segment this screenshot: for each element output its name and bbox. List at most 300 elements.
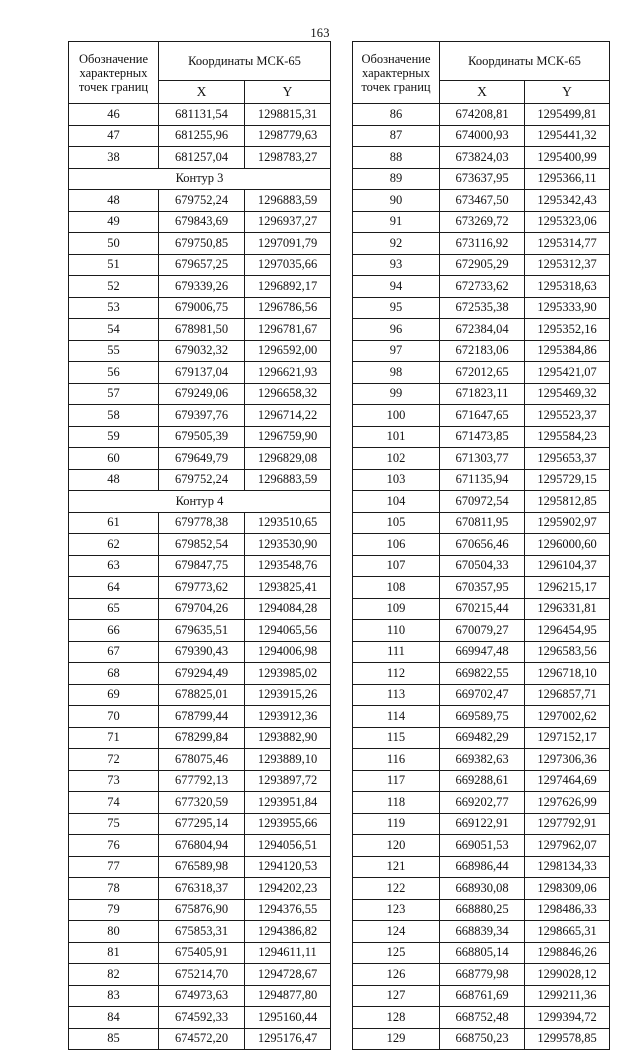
- table-row: [353, 620, 610, 642]
- y-coordinate-cell: 1294120,53: [245, 856, 331, 878]
- point-number-cell: 116: [353, 749, 440, 771]
- x-coordinate-cell: 675876,90: [159, 899, 245, 921]
- table-row: [69, 383, 331, 405]
- y-coordinate-cell: 1293510,65: [245, 512, 331, 534]
- x-coordinate-cell: 675405,91: [159, 942, 245, 964]
- x-coordinate-cell: 676318,37: [159, 878, 245, 900]
- y-coordinate-cell: 1295366,11: [525, 168, 610, 190]
- x-coordinate-cell: 670357,95: [440, 577, 525, 599]
- header-y: Y: [245, 81, 331, 104]
- x-coordinate-cell: 674000,93: [440, 125, 525, 147]
- header-x: X: [440, 81, 525, 104]
- y-coordinate-cell: 1295160,44: [245, 1007, 331, 1029]
- table-row: [69, 813, 331, 835]
- y-coordinate-cell: 1294056,51: [245, 835, 331, 857]
- x-coordinate-cell: 679750,85: [159, 233, 245, 255]
- point-number-cell: 71: [69, 727, 159, 749]
- point-number-cell: 109: [353, 598, 440, 620]
- y-coordinate-cell: 1293955,66: [245, 813, 331, 835]
- x-coordinate-cell: 670215,44: [440, 598, 525, 620]
- x-coordinate-cell: 679657,25: [159, 254, 245, 276]
- table-row: [353, 706, 610, 728]
- y-coordinate-cell: 1298779,63: [245, 125, 331, 147]
- table-row: [69, 426, 331, 448]
- x-coordinate-cell: 669122,91: [440, 813, 525, 835]
- table-row: [69, 770, 331, 792]
- x-coordinate-cell: 672384,04: [440, 319, 525, 341]
- table-row: [353, 792, 610, 814]
- x-coordinate-cell: 679852,54: [159, 534, 245, 556]
- x-coordinate-cell: 679397,76: [159, 405, 245, 427]
- point-number-cell: 104: [353, 491, 440, 513]
- table-row: [353, 835, 610, 857]
- point-number-cell: 49: [69, 211, 159, 233]
- table-row: [353, 663, 610, 685]
- y-coordinate-cell: 1295333,90: [525, 297, 610, 319]
- y-coordinate-cell: 1295469,32: [525, 383, 610, 405]
- header-designation: Обозначение характерных точек границ: [69, 42, 159, 104]
- y-coordinate-cell: 1298665,31: [525, 921, 610, 943]
- point-number-cell: 98: [353, 362, 440, 384]
- point-number-cell: 111: [353, 641, 440, 663]
- x-coordinate-cell: 679635,51: [159, 620, 245, 642]
- y-coordinate-cell: 1295653,37: [525, 448, 610, 470]
- x-coordinate-cell: 672012,65: [440, 362, 525, 384]
- page-number: 163: [310, 26, 330, 40]
- x-coordinate-cell: 668750,23: [440, 1028, 525, 1050]
- table-row: [69, 190, 331, 212]
- x-coordinate-cell: 671823,11: [440, 383, 525, 405]
- table-row: [353, 491, 610, 513]
- point-number-cell: 102: [353, 448, 440, 470]
- x-coordinate-cell: 669382,63: [440, 749, 525, 771]
- x-coordinate-cell: 671647,65: [440, 405, 525, 427]
- table-row: [353, 168, 610, 190]
- point-number-cell: 55: [69, 340, 159, 362]
- x-coordinate-cell: 669822,55: [440, 663, 525, 685]
- table-row: [353, 577, 610, 599]
- x-coordinate-cell: 668880,25: [440, 899, 525, 921]
- table-row: [353, 598, 610, 620]
- x-coordinate-cell: 676589,98: [159, 856, 245, 878]
- x-coordinate-cell: 671303,77: [440, 448, 525, 470]
- table-row: [353, 770, 610, 792]
- coordinates-table-left: [68, 41, 331, 1050]
- table-row: [353, 276, 610, 298]
- x-coordinate-cell: 674973,63: [159, 985, 245, 1007]
- table-row: [353, 985, 610, 1007]
- x-coordinate-cell: 678299,84: [159, 727, 245, 749]
- y-coordinate-cell: 1295523,37: [525, 405, 610, 427]
- point-number-cell: 127: [353, 985, 440, 1007]
- x-coordinate-cell: 669288,61: [440, 770, 525, 792]
- table-row: [353, 233, 610, 255]
- table-row: [353, 426, 610, 448]
- y-coordinate-cell: 1293915,26: [245, 684, 331, 706]
- table-row: [353, 1007, 610, 1029]
- x-coordinate-cell: 681257,04: [159, 147, 245, 169]
- y-coordinate-cell: 1299028,12: [525, 964, 610, 986]
- table-row: [69, 319, 331, 341]
- table-row: [69, 620, 331, 642]
- table-row: [69, 985, 331, 1007]
- x-coordinate-cell: 679778,38: [159, 512, 245, 534]
- x-coordinate-cell: 668839,34: [440, 921, 525, 943]
- header-y: Y: [525, 81, 610, 104]
- table-row: [69, 512, 331, 534]
- x-coordinate-cell: 673269,72: [440, 211, 525, 233]
- x-coordinate-cell: 677320,59: [159, 792, 245, 814]
- y-coordinate-cell: 1296454,95: [525, 620, 610, 642]
- point-number-cell: 105: [353, 512, 440, 534]
- point-number-cell: 101: [353, 426, 440, 448]
- point-number-cell: 100: [353, 405, 440, 427]
- y-coordinate-cell: 1296331,81: [525, 598, 610, 620]
- y-coordinate-cell: 1296829,08: [245, 448, 331, 470]
- point-number-cell: 128: [353, 1007, 440, 1029]
- point-number-cell: 58: [69, 405, 159, 427]
- table-row: [69, 878, 331, 900]
- point-number-cell: 48: [69, 469, 159, 491]
- x-coordinate-cell: 674572,20: [159, 1028, 245, 1050]
- y-coordinate-cell: 1296658,32: [245, 383, 331, 405]
- x-coordinate-cell: 677295,14: [159, 813, 245, 835]
- point-number-cell: 87: [353, 125, 440, 147]
- point-number-cell: 67: [69, 641, 159, 663]
- point-number-cell: 110: [353, 620, 440, 642]
- point-number-cell: 51: [69, 254, 159, 276]
- table-row: [353, 512, 610, 534]
- y-coordinate-cell: 1295314,77: [525, 233, 610, 255]
- x-coordinate-cell: 670972,54: [440, 491, 525, 513]
- point-number-cell: 54: [69, 319, 159, 341]
- point-number-cell: 80: [69, 921, 159, 943]
- x-coordinate-cell: 668752,48: [440, 1007, 525, 1029]
- y-coordinate-cell: 1294877,80: [245, 985, 331, 1007]
- x-coordinate-cell: 677792,13: [159, 770, 245, 792]
- point-number-cell: 75: [69, 813, 159, 835]
- table-row: [69, 211, 331, 233]
- point-number-cell: 112: [353, 663, 440, 685]
- table-row: [69, 663, 331, 685]
- point-number-cell: 89: [353, 168, 440, 190]
- x-coordinate-cell: 678825,01: [159, 684, 245, 706]
- table-row: [353, 964, 610, 986]
- y-coordinate-cell: 1294611,11: [245, 942, 331, 964]
- point-number-cell: 72: [69, 749, 159, 771]
- y-coordinate-cell: 1293985,02: [245, 663, 331, 685]
- table-row: [69, 921, 331, 943]
- point-number-cell: 78: [69, 878, 159, 900]
- point-number-cell: 62: [69, 534, 159, 556]
- point-number-cell: 48: [69, 190, 159, 212]
- table-row: [69, 942, 331, 964]
- table-row: [69, 706, 331, 728]
- y-coordinate-cell: 1293825,41: [245, 577, 331, 599]
- section-row: [69, 168, 331, 190]
- x-coordinate-cell: 679390,43: [159, 641, 245, 663]
- y-coordinate-cell: 1296883,59: [245, 469, 331, 491]
- table-row: [353, 684, 610, 706]
- table-row: [69, 147, 331, 169]
- point-number-cell: 57: [69, 383, 159, 405]
- x-coordinate-cell: 679249,06: [159, 383, 245, 405]
- table-row: [69, 469, 331, 491]
- table-row: [353, 362, 610, 384]
- point-number-cell: 63: [69, 555, 159, 577]
- x-coordinate-cell: 672905,29: [440, 254, 525, 276]
- x-coordinate-cell: 678981,50: [159, 319, 245, 341]
- x-coordinate-cell: 672733,62: [440, 276, 525, 298]
- x-coordinate-cell: 669702,47: [440, 684, 525, 706]
- x-coordinate-cell: 668779,98: [440, 964, 525, 986]
- x-coordinate-cell: 673637,95: [440, 168, 525, 190]
- point-number-cell: 90: [353, 190, 440, 212]
- y-coordinate-cell: 1296883,59: [245, 190, 331, 212]
- y-coordinate-cell: 1295318,63: [525, 276, 610, 298]
- table-row: [353, 297, 610, 319]
- y-coordinate-cell: 1293951,84: [245, 792, 331, 814]
- table-row: [353, 211, 610, 233]
- y-coordinate-cell: 1296718,10: [525, 663, 610, 685]
- x-coordinate-cell: 679294,49: [159, 663, 245, 685]
- y-coordinate-cell: 1296104,37: [525, 555, 610, 577]
- table-row: [69, 125, 331, 147]
- x-coordinate-cell: 679505,39: [159, 426, 245, 448]
- y-coordinate-cell: 1296781,67: [245, 319, 331, 341]
- point-number-cell: 47: [69, 125, 159, 147]
- point-number-cell: 66: [69, 620, 159, 642]
- y-coordinate-cell: 1296592,00: [245, 340, 331, 362]
- y-coordinate-cell: 1295441,32: [525, 125, 610, 147]
- y-coordinate-cell: 1295499,81: [525, 104, 610, 126]
- point-number-cell: 59: [69, 426, 159, 448]
- table-row: [69, 577, 331, 599]
- point-number-cell: 81: [69, 942, 159, 964]
- point-number-cell: 74: [69, 792, 159, 814]
- point-number-cell: 68: [69, 663, 159, 685]
- table-row: [69, 1028, 331, 1050]
- y-coordinate-cell: 1294376,55: [245, 899, 331, 921]
- y-coordinate-cell: 1297962,07: [525, 835, 610, 857]
- table-row: [353, 641, 610, 663]
- table-row: [353, 254, 610, 276]
- y-coordinate-cell: 1295323,06: [525, 211, 610, 233]
- table-row: [69, 405, 331, 427]
- point-number-cell: 106: [353, 534, 440, 556]
- header-coordinates: Координаты МСК-65: [440, 42, 610, 81]
- point-number-cell: 97: [353, 340, 440, 362]
- y-coordinate-cell: 1293548,76: [245, 555, 331, 577]
- point-number-cell: 64: [69, 577, 159, 599]
- table-row: [353, 749, 610, 771]
- table-row: [353, 921, 610, 943]
- point-number-cell: 86: [353, 104, 440, 126]
- y-coordinate-cell: 1293530,90: [245, 534, 331, 556]
- y-coordinate-cell: 1296215,17: [525, 577, 610, 599]
- x-coordinate-cell: 679006,75: [159, 297, 245, 319]
- y-coordinate-cell: 1298134,33: [525, 856, 610, 878]
- x-coordinate-cell: 676804,94: [159, 835, 245, 857]
- point-number-cell: 120: [353, 835, 440, 857]
- table-row: [69, 684, 331, 706]
- y-coordinate-cell: 1297035,66: [245, 254, 331, 276]
- x-coordinate-cell: 678799,44: [159, 706, 245, 728]
- table-row: [353, 125, 610, 147]
- table-row: [69, 297, 331, 319]
- x-coordinate-cell: 672183,06: [440, 340, 525, 362]
- x-coordinate-cell: 679032,32: [159, 340, 245, 362]
- table-row: [69, 254, 331, 276]
- header-designation: Обозначение характерных точек границ: [353, 42, 440, 104]
- x-coordinate-cell: 679137,04: [159, 362, 245, 384]
- x-coordinate-cell: 673824,03: [440, 147, 525, 169]
- y-coordinate-cell: 1297152,17: [525, 727, 610, 749]
- table-row: [69, 727, 331, 749]
- point-number-cell: 56: [69, 362, 159, 384]
- y-coordinate-cell: 1295421,07: [525, 362, 610, 384]
- x-coordinate-cell: 670504,33: [440, 555, 525, 577]
- table-row: [69, 835, 331, 857]
- x-coordinate-cell: 673467,50: [440, 190, 525, 212]
- point-number-cell: 77: [69, 856, 159, 878]
- table-row: [69, 899, 331, 921]
- y-coordinate-cell: 1293889,10: [245, 749, 331, 771]
- x-coordinate-cell: 674592,33: [159, 1007, 245, 1029]
- table-row: [69, 641, 331, 663]
- point-number-cell: 52: [69, 276, 159, 298]
- y-coordinate-cell: 1295902,97: [525, 512, 610, 534]
- point-number-cell: 122: [353, 878, 440, 900]
- y-coordinate-cell: 1296857,71: [525, 684, 610, 706]
- x-coordinate-cell: 673116,92: [440, 233, 525, 255]
- table-row: [353, 383, 610, 405]
- y-coordinate-cell: 1293882,90: [245, 727, 331, 749]
- x-coordinate-cell: 678075,46: [159, 749, 245, 771]
- point-number-cell: 124: [353, 921, 440, 943]
- table-row: [69, 534, 331, 556]
- section-row: [69, 491, 331, 513]
- table-row: [353, 534, 610, 556]
- y-coordinate-cell: 1297002,62: [525, 706, 610, 728]
- x-coordinate-cell: 668986,44: [440, 856, 525, 878]
- y-coordinate-cell: 1299211,36: [525, 985, 610, 1007]
- y-coordinate-cell: 1294065,56: [245, 620, 331, 642]
- y-coordinate-cell: 1294006,98: [245, 641, 331, 663]
- point-number-cell: 76: [69, 835, 159, 857]
- table-row: [69, 555, 331, 577]
- table-row: [353, 899, 610, 921]
- x-coordinate-cell: 674208,81: [440, 104, 525, 126]
- point-number-cell: 38: [69, 147, 159, 169]
- x-coordinate-cell: 681131,54: [159, 104, 245, 126]
- y-coordinate-cell: 1298846,26: [525, 942, 610, 964]
- x-coordinate-cell: 672535,38: [440, 297, 525, 319]
- y-coordinate-cell: 1296937,27: [245, 211, 331, 233]
- y-coordinate-cell: 1293897,72: [245, 770, 331, 792]
- point-number-cell: 99: [353, 383, 440, 405]
- y-coordinate-cell: 1298815,31: [245, 104, 331, 126]
- y-coordinate-cell: 1295584,23: [525, 426, 610, 448]
- table-row: [353, 813, 610, 835]
- table-row: [353, 190, 610, 212]
- x-coordinate-cell: 669589,75: [440, 706, 525, 728]
- point-number-cell: 93: [353, 254, 440, 276]
- y-coordinate-cell: 1293912,36: [245, 706, 331, 728]
- y-coordinate-cell: 1298783,27: [245, 147, 331, 169]
- y-coordinate-cell: 1295176,47: [245, 1028, 331, 1050]
- point-number-cell: 113: [353, 684, 440, 706]
- point-number-cell: 46: [69, 104, 159, 126]
- y-coordinate-cell: 1295342,43: [525, 190, 610, 212]
- y-coordinate-cell: 1295812,85: [525, 491, 610, 513]
- point-number-cell: 96: [353, 319, 440, 341]
- x-coordinate-cell: 668930,08: [440, 878, 525, 900]
- table-row: [353, 147, 610, 169]
- section-title: Контур 3: [69, 168, 331, 190]
- x-coordinate-cell: 679843,69: [159, 211, 245, 233]
- section-title: Контур 4: [69, 491, 331, 513]
- x-coordinate-cell: 669051,53: [440, 835, 525, 857]
- table-row: [69, 598, 331, 620]
- table-row: [353, 856, 610, 878]
- point-number-cell: 126: [353, 964, 440, 986]
- x-coordinate-cell: 679339,26: [159, 276, 245, 298]
- table-row: [353, 405, 610, 427]
- y-coordinate-cell: 1296000,60: [525, 534, 610, 556]
- point-number-cell: 91: [353, 211, 440, 233]
- table-row: [353, 104, 610, 126]
- point-number-cell: 85: [69, 1028, 159, 1050]
- table-row: [353, 469, 610, 491]
- point-number-cell: 115: [353, 727, 440, 749]
- table-row: [69, 104, 331, 126]
- y-coordinate-cell: 1296759,90: [245, 426, 331, 448]
- table-row: [69, 233, 331, 255]
- point-number-cell: 60: [69, 448, 159, 470]
- x-coordinate-cell: 669947,48: [440, 641, 525, 663]
- point-number-cell: 69: [69, 684, 159, 706]
- point-number-cell: 92: [353, 233, 440, 255]
- table-row: [353, 942, 610, 964]
- x-coordinate-cell: 679752,24: [159, 469, 245, 491]
- point-number-cell: 84: [69, 1007, 159, 1029]
- x-coordinate-cell: 669202,77: [440, 792, 525, 814]
- table-row: [69, 792, 331, 814]
- x-coordinate-cell: 679704,26: [159, 598, 245, 620]
- x-coordinate-cell: 670656,46: [440, 534, 525, 556]
- table-row: [69, 362, 331, 384]
- x-coordinate-cell: 675214,70: [159, 964, 245, 986]
- x-coordinate-cell: 679752,24: [159, 190, 245, 212]
- y-coordinate-cell: 1294084,28: [245, 598, 331, 620]
- table-row: [353, 555, 610, 577]
- x-coordinate-cell: 671473,85: [440, 426, 525, 448]
- table-row: [353, 448, 610, 470]
- coordinates-table-right: [352, 41, 610, 1050]
- y-coordinate-cell: 1297792,91: [525, 813, 610, 835]
- y-coordinate-cell: 1296583,56: [525, 641, 610, 663]
- point-number-cell: 103: [353, 469, 440, 491]
- y-coordinate-cell: 1297306,36: [525, 749, 610, 771]
- y-coordinate-cell: 1297464,69: [525, 770, 610, 792]
- x-coordinate-cell: 679847,75: [159, 555, 245, 577]
- table-row: [353, 319, 610, 341]
- x-coordinate-cell: 671135,94: [440, 469, 525, 491]
- x-coordinate-cell: 679773,62: [159, 577, 245, 599]
- y-coordinate-cell: 1299578,85: [525, 1028, 610, 1050]
- point-number-cell: 108: [353, 577, 440, 599]
